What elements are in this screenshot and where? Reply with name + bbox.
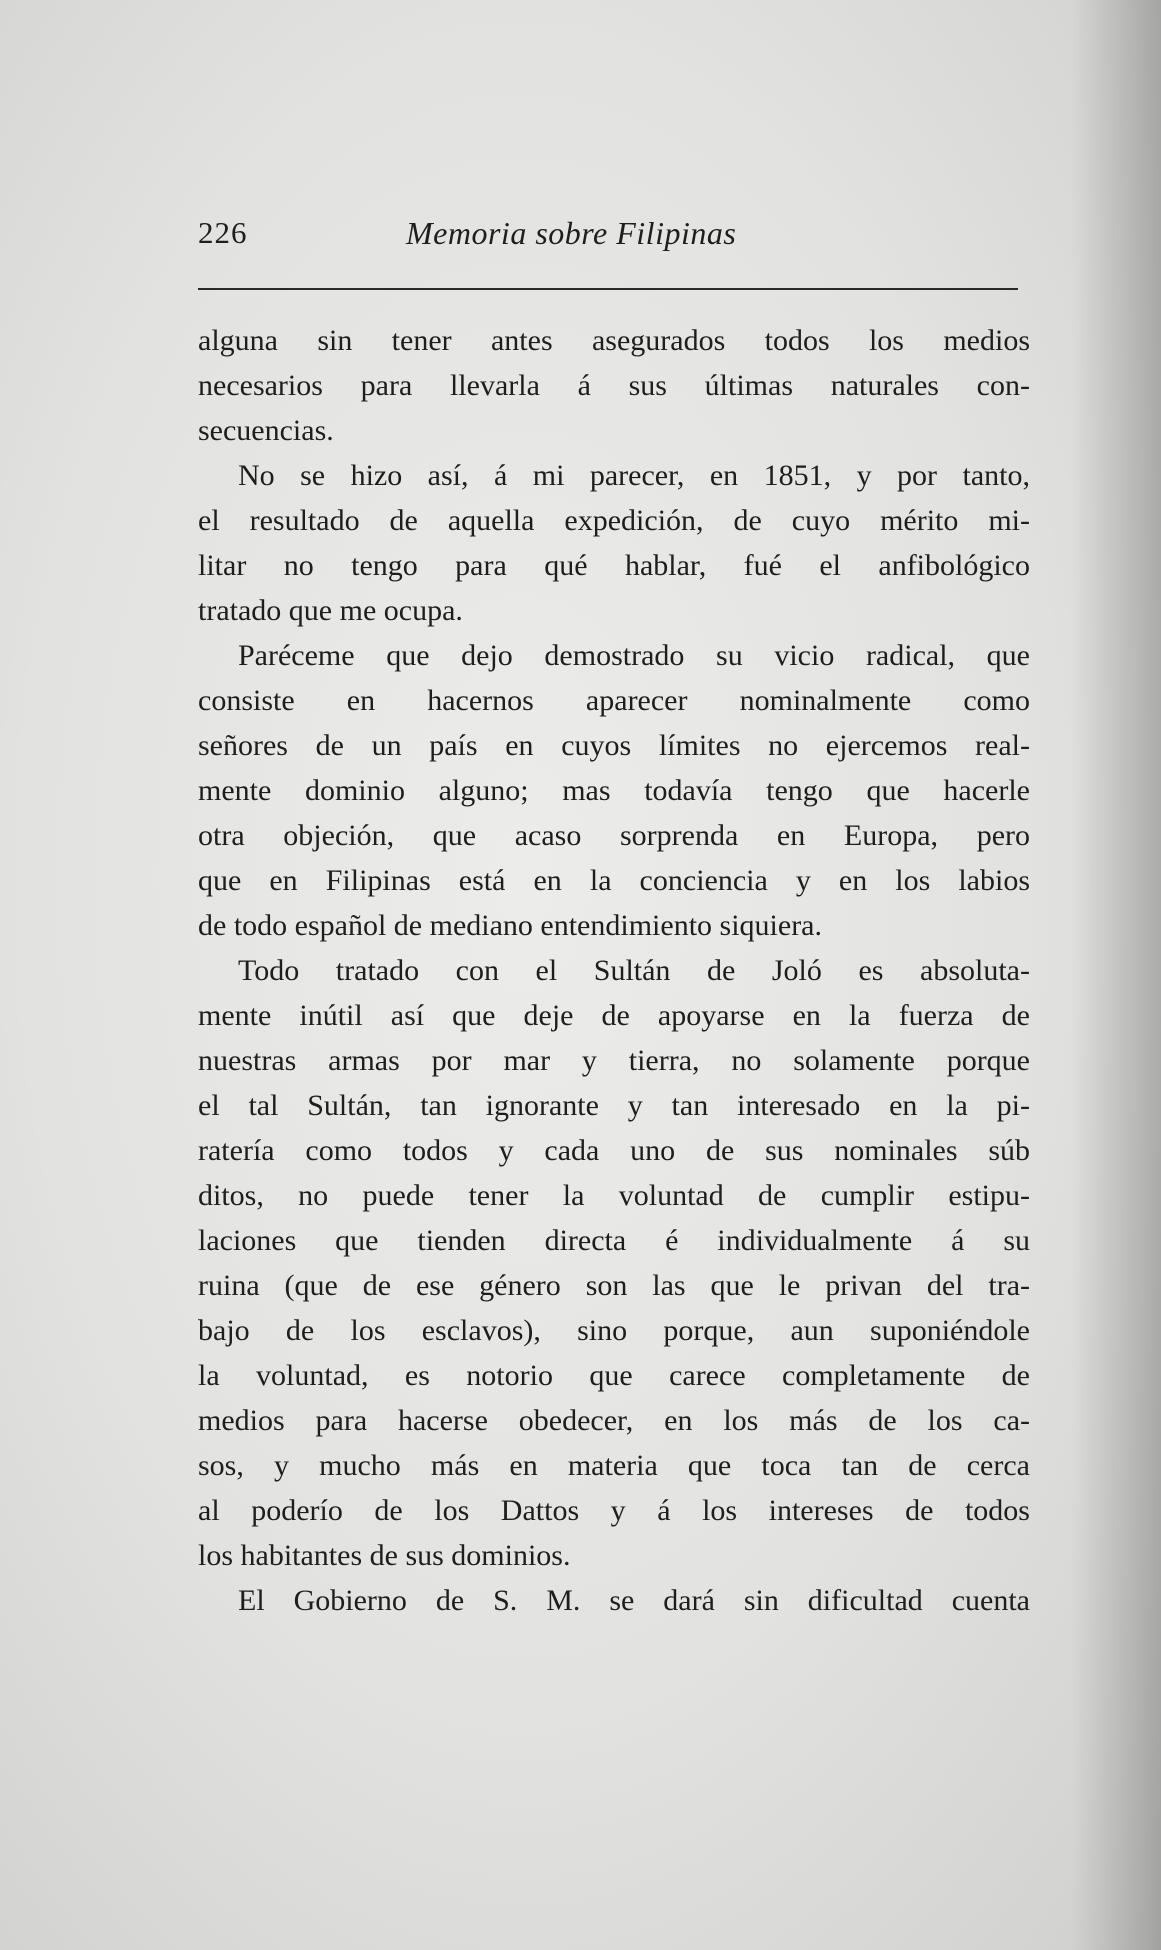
text-line: Paréceme que dejo demostrado su vicio radical, que xyxy=(238,639,1030,672)
text-line: medios para hacerse obedecer, en los más de los ca- xyxy=(198,1404,1030,1437)
text-line: los habitantes de sus dominios. xyxy=(198,1539,571,1572)
text-line: ratería como todos y cada uno de sus nominales súb xyxy=(198,1134,1030,1167)
page-edge-shadow xyxy=(1071,0,1161,1950)
text-line: ditos, no puede tener la voluntad de cumplir estipu- xyxy=(198,1179,1030,1212)
text-line: mente inútil así que deje de apoyarse en la fuerza de xyxy=(198,999,1030,1032)
text-line: ruina (que de ese género son las que le privan del tra- xyxy=(198,1269,1030,1302)
text-line: mente dominio alguno; mas todavía tengo que hacerle xyxy=(198,774,1030,807)
text-line: laciones que tienden directa é individualmente á su xyxy=(198,1224,1030,1257)
text-line: otra objeción, que acaso sorprenda en Europa, pero xyxy=(198,819,1030,852)
text-line: sos, y mucho más en materia que toca tan de cerca xyxy=(198,1449,1030,1482)
text-line: tratado que me ocupa. xyxy=(198,594,463,627)
text-line: bajo de los esclavos), sino porque, aun suponiéndole xyxy=(198,1314,1030,1347)
text-line: señores de un país en cuyos límites no ejercemos real- xyxy=(198,729,1030,762)
body-text xyxy=(198,318,1030,1623)
text-line: Todo tratado con el Sultán de Joló es absoluta- xyxy=(238,954,1030,987)
text-line: litar no tengo para qué hablar, fué el anfibológico xyxy=(198,549,1030,582)
text-line: de todo español de mediano entendimiento siquiera. xyxy=(198,909,822,942)
text-line: la voluntad, es notorio que carece completamente de xyxy=(198,1359,1030,1392)
text-line: que en Filipinas está en la conciencia y en los labios xyxy=(198,864,1030,897)
page-header xyxy=(198,215,1018,265)
text-line: consiste en hacernos aparecer nominalmente como xyxy=(198,684,1030,717)
page-number: 226 xyxy=(198,215,248,250)
text-line: necesarios para llevarla á sus últimas naturales con- xyxy=(198,369,1030,402)
text-line: el resultado de aquella expedición, de cuyo mérito mi- xyxy=(198,504,1030,537)
text-line: alguna sin tener antes asegurados todos los medios xyxy=(198,324,1030,357)
text-line: secuencias. xyxy=(198,414,334,447)
header-rule xyxy=(198,288,1018,290)
text-line: El Gobierno de S. M. se dará sin dificultad cuenta xyxy=(238,1584,1030,1617)
text-line: el tal Sultán, tan ignorante y tan interesado en la pi- xyxy=(198,1089,1030,1122)
running-title: Memoria sobre Filipinas xyxy=(406,215,737,251)
text-line: al poderío de los Dattos y á los intereses de todos xyxy=(198,1494,1030,1527)
text-line: nuestras armas por mar y tierra, no solamente porque xyxy=(198,1044,1030,1077)
text-line: No se hizo así, á mi parecer, en 1851, y por tanto, xyxy=(238,459,1030,492)
